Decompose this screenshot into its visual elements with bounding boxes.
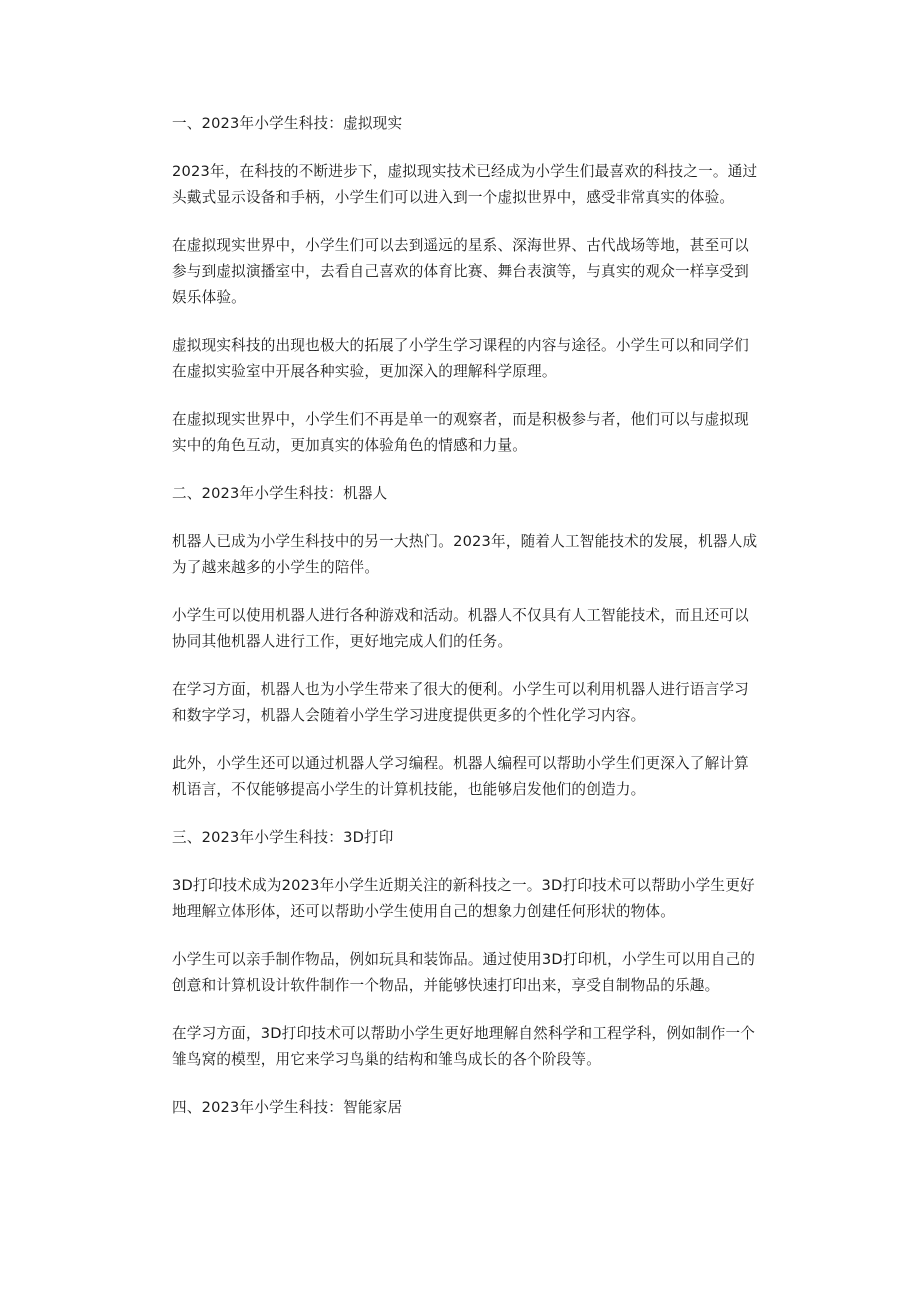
paragraph: 在虚拟现实世界中，小学生们不再是单一的观察者，而是积极参与者，他们可以与虚拟现实中的角色互动，更加真实的体验角色的情感和力量。 bbox=[172, 411, 749, 454]
paragraph: 小学生可以使用机器人进行各种游戏和活动。机器人不仅具有人工智能技术，而且还可以协同其他机器人进行工作，更好地完成人们的任务。 bbox=[172, 607, 749, 650]
document-body bbox=[172, 111, 762, 1143]
paragraph: 2023年，在科技的不断进步下，虚拟现实技术已经成为小学生们最喜欢的科技之一。通过头戴式显示设备和手柄，小学生们可以进入到一个虚拟世界中，感受非常真实的体验。 bbox=[172, 163, 758, 206]
paragraph: 小学生可以亲手制作物品，例如玩具和装饰品。通过使用3D打印机，小学生可以用自己的创意和计算机设计软件制作一个物品，并能够快速打印出来，享受自制物品的乐趣。 bbox=[172, 951, 756, 994]
paragraph: 3D打印技术成为2023年小学生近期关注的新科技之一。3D打印技术可以帮助小学生更好地理解立体形体，还可以帮助小学生使用自己的想象力创建任何形状的物体。 bbox=[172, 877, 755, 920]
section-heading-robot: 二、2023年小学生科技：机器人 bbox=[172, 485, 388, 502]
paragraph: 虚拟现实科技的出现也极大的拓展了小学生学习课程的内容与途径。小学生可以和同学们在虚拟实验室中开展各种实验，更加深入的理解科学原理。 bbox=[172, 337, 749, 380]
paragraph: 在学习方面，3D打印技术可以帮助小学生更好地理解自然科学和工程学科，例如制作一个雏鸟窝的模型，用它来学习鸟巢的结构和雏鸟成长的各个阶段等。 bbox=[172, 1025, 756, 1068]
section-heading-smart-home: 四、2023年小学生科技：智能家居 bbox=[172, 1099, 403, 1116]
section-heading-vr: 一、2023年小学生科技：虚拟现实 bbox=[172, 115, 403, 132]
paragraph: 在学习方面，机器人也为小学生带来了很大的便利。小学生可以利用机器人进行语言学习和数字学习，机器人会随着小学生学习进度提供更多的个性化学习内容。 bbox=[172, 681, 749, 724]
paragraph: 在虚拟现实世界中，小学生们可以去到遥远的星系、深海世界、古代战场等地，甚至可以参与到虚拟演播室中，去看自己喜欢的体育比赛、舞台表演等，与真实的观众一样享受到娱乐体验。 bbox=[172, 237, 749, 306]
paragraph: 此外，小学生还可以通过机器人学习编程。机器人编程可以帮助小学生们更深入了解计算机语言，不仅能够提高小学生的计算机技能，也能够启发他们的创造力。 bbox=[172, 755, 749, 798]
paragraph: 机器人已成为小学生科技中的另一大热门。2023年，随着人工智能技术的发展，机器人成为了越来越多的小学生的陪伴。 bbox=[172, 533, 758, 576]
section-heading-3d-printing: 三、2023年小学生科技：3D打印 bbox=[172, 829, 394, 846]
